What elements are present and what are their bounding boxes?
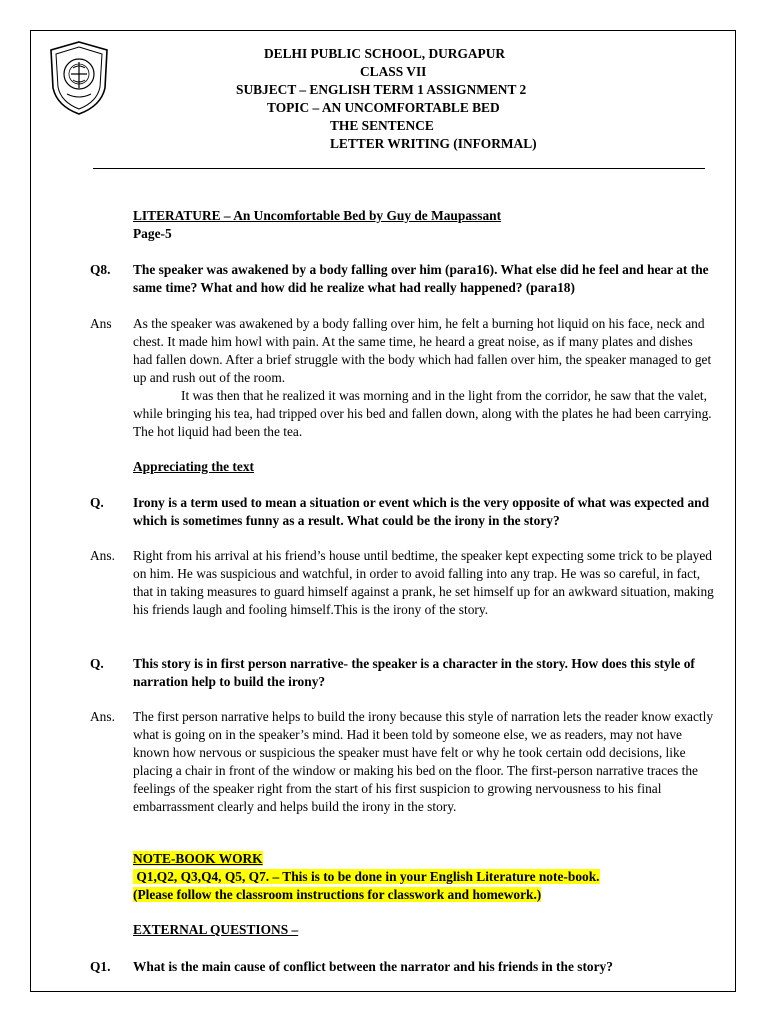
q8-answer-para2: It was then that he realized it was morning and in the light from the corridor, he saw that the valet, while bringing his tea, had tripped over his bed and fallen down, along with the plates he had been carrying. The hot liquid had been the tea. — [133, 388, 712, 439]
topic-letter-writing: LETTER WRITING (INFORMAL) — [330, 136, 537, 151]
irony-question: Irony is a term used to mean a situation or event which is the very opposite of what was expected and which is sometimes funny as a result. What could be the irony in the story? — [133, 495, 710, 528]
q1-question: What is the main cause of conflict between the narrator and his friends in the story? — [133, 959, 613, 974]
irony-q-label: Q. — [90, 495, 104, 510]
q1-label: Q1. — [90, 959, 111, 974]
topic-heading: TOPIC – AN UNCOMFORTABLE BED — [267, 100, 500, 115]
q8-answer — [133, 315, 715, 441]
page-reference: Page-5 — [133, 226, 172, 241]
subject-heading: SUBJECT – ENGLISH TERM 1 ASSIGNMENT 2 — [236, 82, 527, 97]
narrative-answer-label: Ans. — [90, 709, 115, 724]
q8-answer-label: Ans — [90, 316, 112, 331]
notebook-line2 — [133, 886, 541, 904]
q8-answer-para1: As the speaker was awakened by a body falling over him, he felt a burning hot liquid on his face, neck and chest. It made him howl with pain. At the same time, he heard a great noise, as if many plates and dishes had fallen down. After a brief struggle with the body which had fallen over him, the speaker managed to get up and rush out of the room. — [133, 316, 712, 385]
literature-title: LITERATURE – An Uncomfortable Bed by Guy de Maupassant — [133, 208, 502, 223]
narrative-q-label: Q. — [90, 656, 104, 671]
q8-question: The speaker was awakened by a body falling over him (para16). What else did he feel and hear at the same time? What and how did he realize what had really happened? (para18) — [133, 262, 709, 295]
notebook-line2-text: (Please follow the classroom instructions for classwork and homework.) — [133, 887, 542, 902]
external-questions-heading: EXTERNAL QUESTIONS – — [133, 922, 299, 937]
class-heading: CLASS VII — [360, 64, 427, 79]
irony-answer-label: Ans. — [90, 548, 115, 563]
narrative-answer: The first person narrative helps to build the irony because this style of narration lets the reader know exactly what is going on in the speaker’s mind. Had it been told by someone else, we as readers, may not have known how nervous or suspicious the speaker must have felt or why he took certain odd decisions, like placing a chair in front of the window or making his bed on the floor. The first-person narrative traces the feelings of the speaker right from the start of his first suspicion to growing nervousness to his final embarrassment clearly and helps build the irony in the story. — [133, 709, 714, 814]
notebook-title-text: NOTE-BOOK WORK — [133, 851, 263, 866]
header-divider — [93, 168, 705, 169]
notebook-line1 — [133, 868, 600, 886]
notebook-line1-text: Q1,Q2, Q3,Q4, Q5, Q7. – This is to be done in your English Literature note-book. — [133, 869, 600, 884]
school-name: DELHI PUBLIC SCHOOL, DURGAPUR — [264, 46, 506, 61]
q8-label: Q8. — [90, 262, 111, 277]
appreciating-heading: Appreciating the text — [133, 459, 254, 474]
narrative-question: This story is in first person narrative- the speaker is a character in the story. How does this style of narration help to build the irony? — [133, 656, 695, 689]
topic-sentence: THE SENTENCE — [330, 118, 434, 133]
irony-answer: Right from his arrival at his friend’s house until bedtime, the speaker kept expecting some trick to be played on him. He was suspicious and watchful, in order to avoid falling into any trap. He was so careful, in fact, that in taking measures to guard himself against a prank, he set himself up for an awkward situation, making his friends laugh and fooling himself.This is the irony of the story. — [133, 548, 714, 617]
notebook-title — [133, 850, 263, 868]
